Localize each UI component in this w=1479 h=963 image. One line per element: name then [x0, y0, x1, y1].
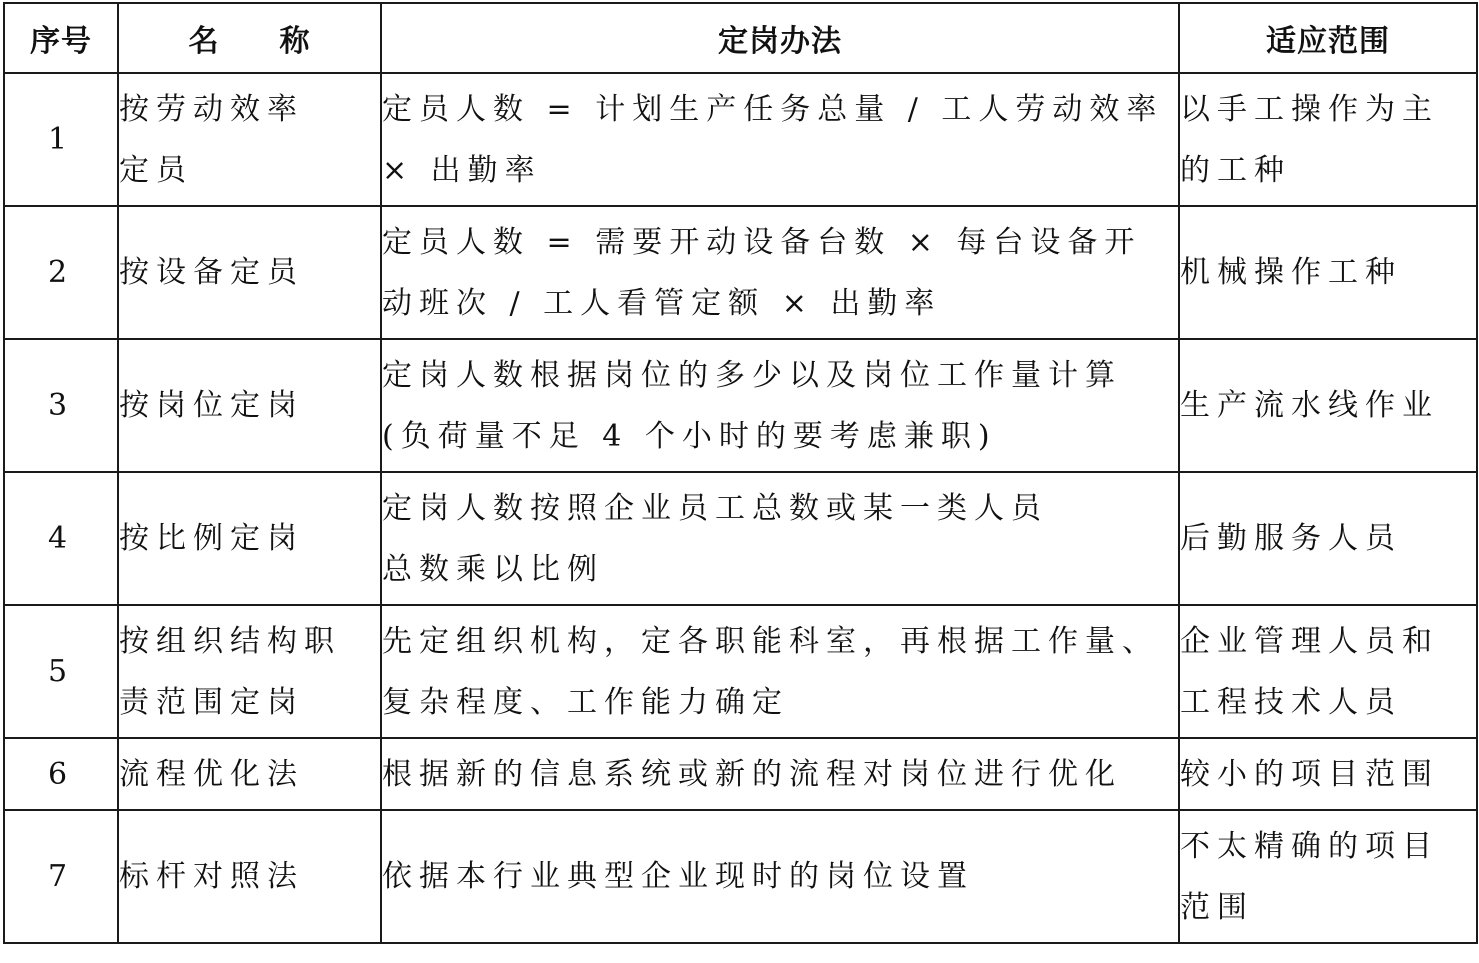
row-scope — [1179, 339, 1477, 472]
row-scope-line: 的工种 — [1180, 152, 1291, 188]
header-name-char-1: 名 — [188, 24, 220, 59]
row-method-line: 根据新的信息系统或新的流程对岗位进行优化 — [382, 756, 1122, 792]
row-scope-line: 不太精确的项目 — [1180, 828, 1439, 864]
table-row — [4, 810, 1477, 943]
row-name-line: 流程优化法 — [119, 756, 304, 792]
row-method-line: (负荷量不足 4 个小时的要考虑兼职) — [382, 418, 997, 454]
row-method-line: 定员人数 = 需要开动设备台数 × 每台设备开 — [382, 224, 1142, 260]
row-method — [381, 605, 1179, 738]
row-scope-line: 以手工操作为主 — [1180, 91, 1439, 127]
row-name-line: 按设备定员 — [119, 255, 304, 290]
row-seq: 3 — [4, 339, 118, 472]
header-seq: 序号 — [4, 3, 118, 73]
row-name-line: 定员 — [119, 152, 193, 188]
row-name — [118, 472, 381, 605]
row-method-line: 动班次 / 工人看管定额 × 出勤率 — [382, 285, 942, 321]
row-method — [381, 339, 1179, 472]
row-scope-line: 生产流水线作业 — [1180, 388, 1439, 423]
table-row — [4, 472, 1477, 605]
table-row — [4, 73, 1477, 206]
header-scope: 适应范围 — [1179, 3, 1477, 73]
row-scope — [1179, 206, 1477, 339]
row-name-line: 按组织结构职 — [119, 623, 341, 659]
row-name-line: 按比例定岗 — [119, 521, 304, 556]
row-seq: 2 — [4, 206, 118, 339]
row-scope-line: 机械操作工种 — [1180, 255, 1402, 290]
row-name — [118, 339, 381, 472]
row-method — [381, 472, 1179, 605]
row-method — [381, 738, 1179, 810]
row-name-line: 按岗位定岗 — [119, 388, 304, 423]
row-name-line: 责范围定岗 — [119, 684, 304, 720]
table-row — [4, 738, 1477, 810]
row-method — [381, 73, 1179, 206]
row-method-line: 总数乘以比例 — [382, 551, 604, 587]
row-scope-line: 范围 — [1180, 889, 1254, 925]
table-row — [4, 605, 1477, 738]
staffing-methods-table — [3, 2, 1478, 944]
row-name — [118, 206, 381, 339]
row-seq: 1 — [4, 73, 118, 206]
row-scope-line: 较小的项目范围 — [1180, 756, 1439, 792]
row-method-line: 定岗人数根据岗位的多少以及岗位工作量计算 — [382, 357, 1122, 393]
row-name — [118, 738, 381, 810]
row-name-line: 按劳动效率 — [119, 91, 304, 127]
header-name-char-2: 称 — [279, 24, 311, 59]
row-method — [381, 810, 1179, 943]
row-method-line: 依据本行业典型企业现时的岗位设置 — [382, 859, 974, 894]
table-row — [4, 206, 1477, 339]
row-name-line: 标杆对照法 — [119, 859, 304, 894]
row-method-line: 复杂程度、工作能力确定 — [382, 684, 789, 720]
row-method-line: 定岗人数按照企业员工总数或某一类人员 — [382, 490, 1048, 526]
row-scope-line: 工程技术人员 — [1180, 684, 1402, 720]
row-name — [118, 810, 381, 943]
header-name — [118, 3, 381, 73]
row-method-line: 定员人数 = 计划生产任务总量 / 工人劳动效率 — [382, 91, 1164, 127]
row-scope — [1179, 738, 1477, 810]
row-seq: 5 — [4, 605, 118, 738]
row-name — [118, 605, 381, 738]
row-method — [381, 206, 1179, 339]
row-scope-line: 后勤服务人员 — [1180, 521, 1402, 556]
row-scope — [1179, 810, 1477, 943]
row-scope — [1179, 605, 1477, 738]
row-seq: 6 — [4, 738, 118, 810]
row-seq: 4 — [4, 472, 118, 605]
row-seq: 7 — [4, 810, 118, 943]
header-method: 定岗办法 — [381, 3, 1179, 73]
row-method-line: × 出勤率 — [382, 152, 542, 188]
row-method-line: 先定组织机构，定各职能科室，再根据工作量、 — [382, 623, 1159, 659]
table-row — [4, 339, 1477, 472]
row-scope-line: 企业管理人员和 — [1180, 623, 1439, 659]
row-scope — [1179, 472, 1477, 605]
header-row — [4, 3, 1477, 73]
row-scope — [1179, 73, 1477, 206]
row-name — [118, 73, 381, 206]
